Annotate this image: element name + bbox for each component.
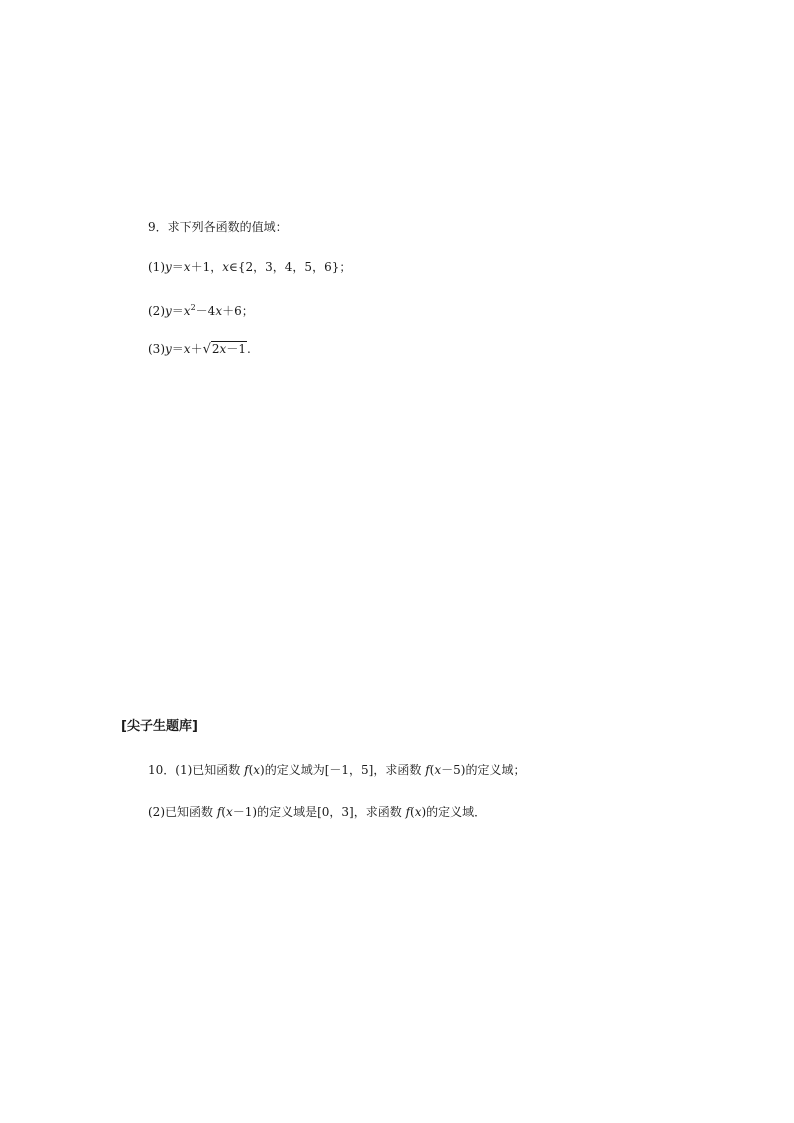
q9-part1-label: (1) (148, 260, 165, 274)
q10-part2-label: (2) (148, 805, 165, 819)
q9-part3-label: (3) (148, 342, 165, 356)
q10-part1-text-a: 已知函数 (192, 763, 241, 777)
q10-part1-text-c: 的定义域； (465, 763, 526, 777)
q10-number: 10． (148, 763, 176, 777)
q10-part1-text-b: 的定义域为[－1，5]，求函数 (264, 763, 422, 777)
q10-part2: (2)已知函数 f(x－1)的定义域是[0，3]，求函数 f(x)的定义域． (148, 805, 487, 819)
q9-part2-label: (2) (148, 304, 165, 318)
q10-part1: 10．(1)已知函数 f(x)的定义域为[－1，5]，求函数 f(x－5)的定义域； (148, 763, 526, 777)
q9-part1: (1)y＝x＋1，x∈{2，3，4，5，6}； (148, 260, 352, 274)
q9-prompt-text: 求下列各函数的值域： (167, 220, 288, 234)
q10-part1-label: (1) (175, 763, 193, 777)
q9-number: 9． (148, 220, 168, 234)
q10-part2-text-a: 已知函数 (165, 805, 214, 819)
q10-part2-text-b: 的定义域是[0，3]，求函数 (257, 805, 402, 819)
sqrt-expression: √2x－1 (202, 342, 246, 357)
q9-part2: $(2)y=x^2-4x+6$； (148, 303, 254, 318)
section-title: [尖子生题库] (121, 719, 198, 734)
q9-part1-set: {2，3，4，5，6}； (237, 260, 352, 274)
q10-part2-text-c: 的定义域． (426, 805, 487, 819)
q9-part3: (3)y＝x＋√2x－1. (148, 342, 251, 357)
q9-prompt (148, 219, 288, 235)
